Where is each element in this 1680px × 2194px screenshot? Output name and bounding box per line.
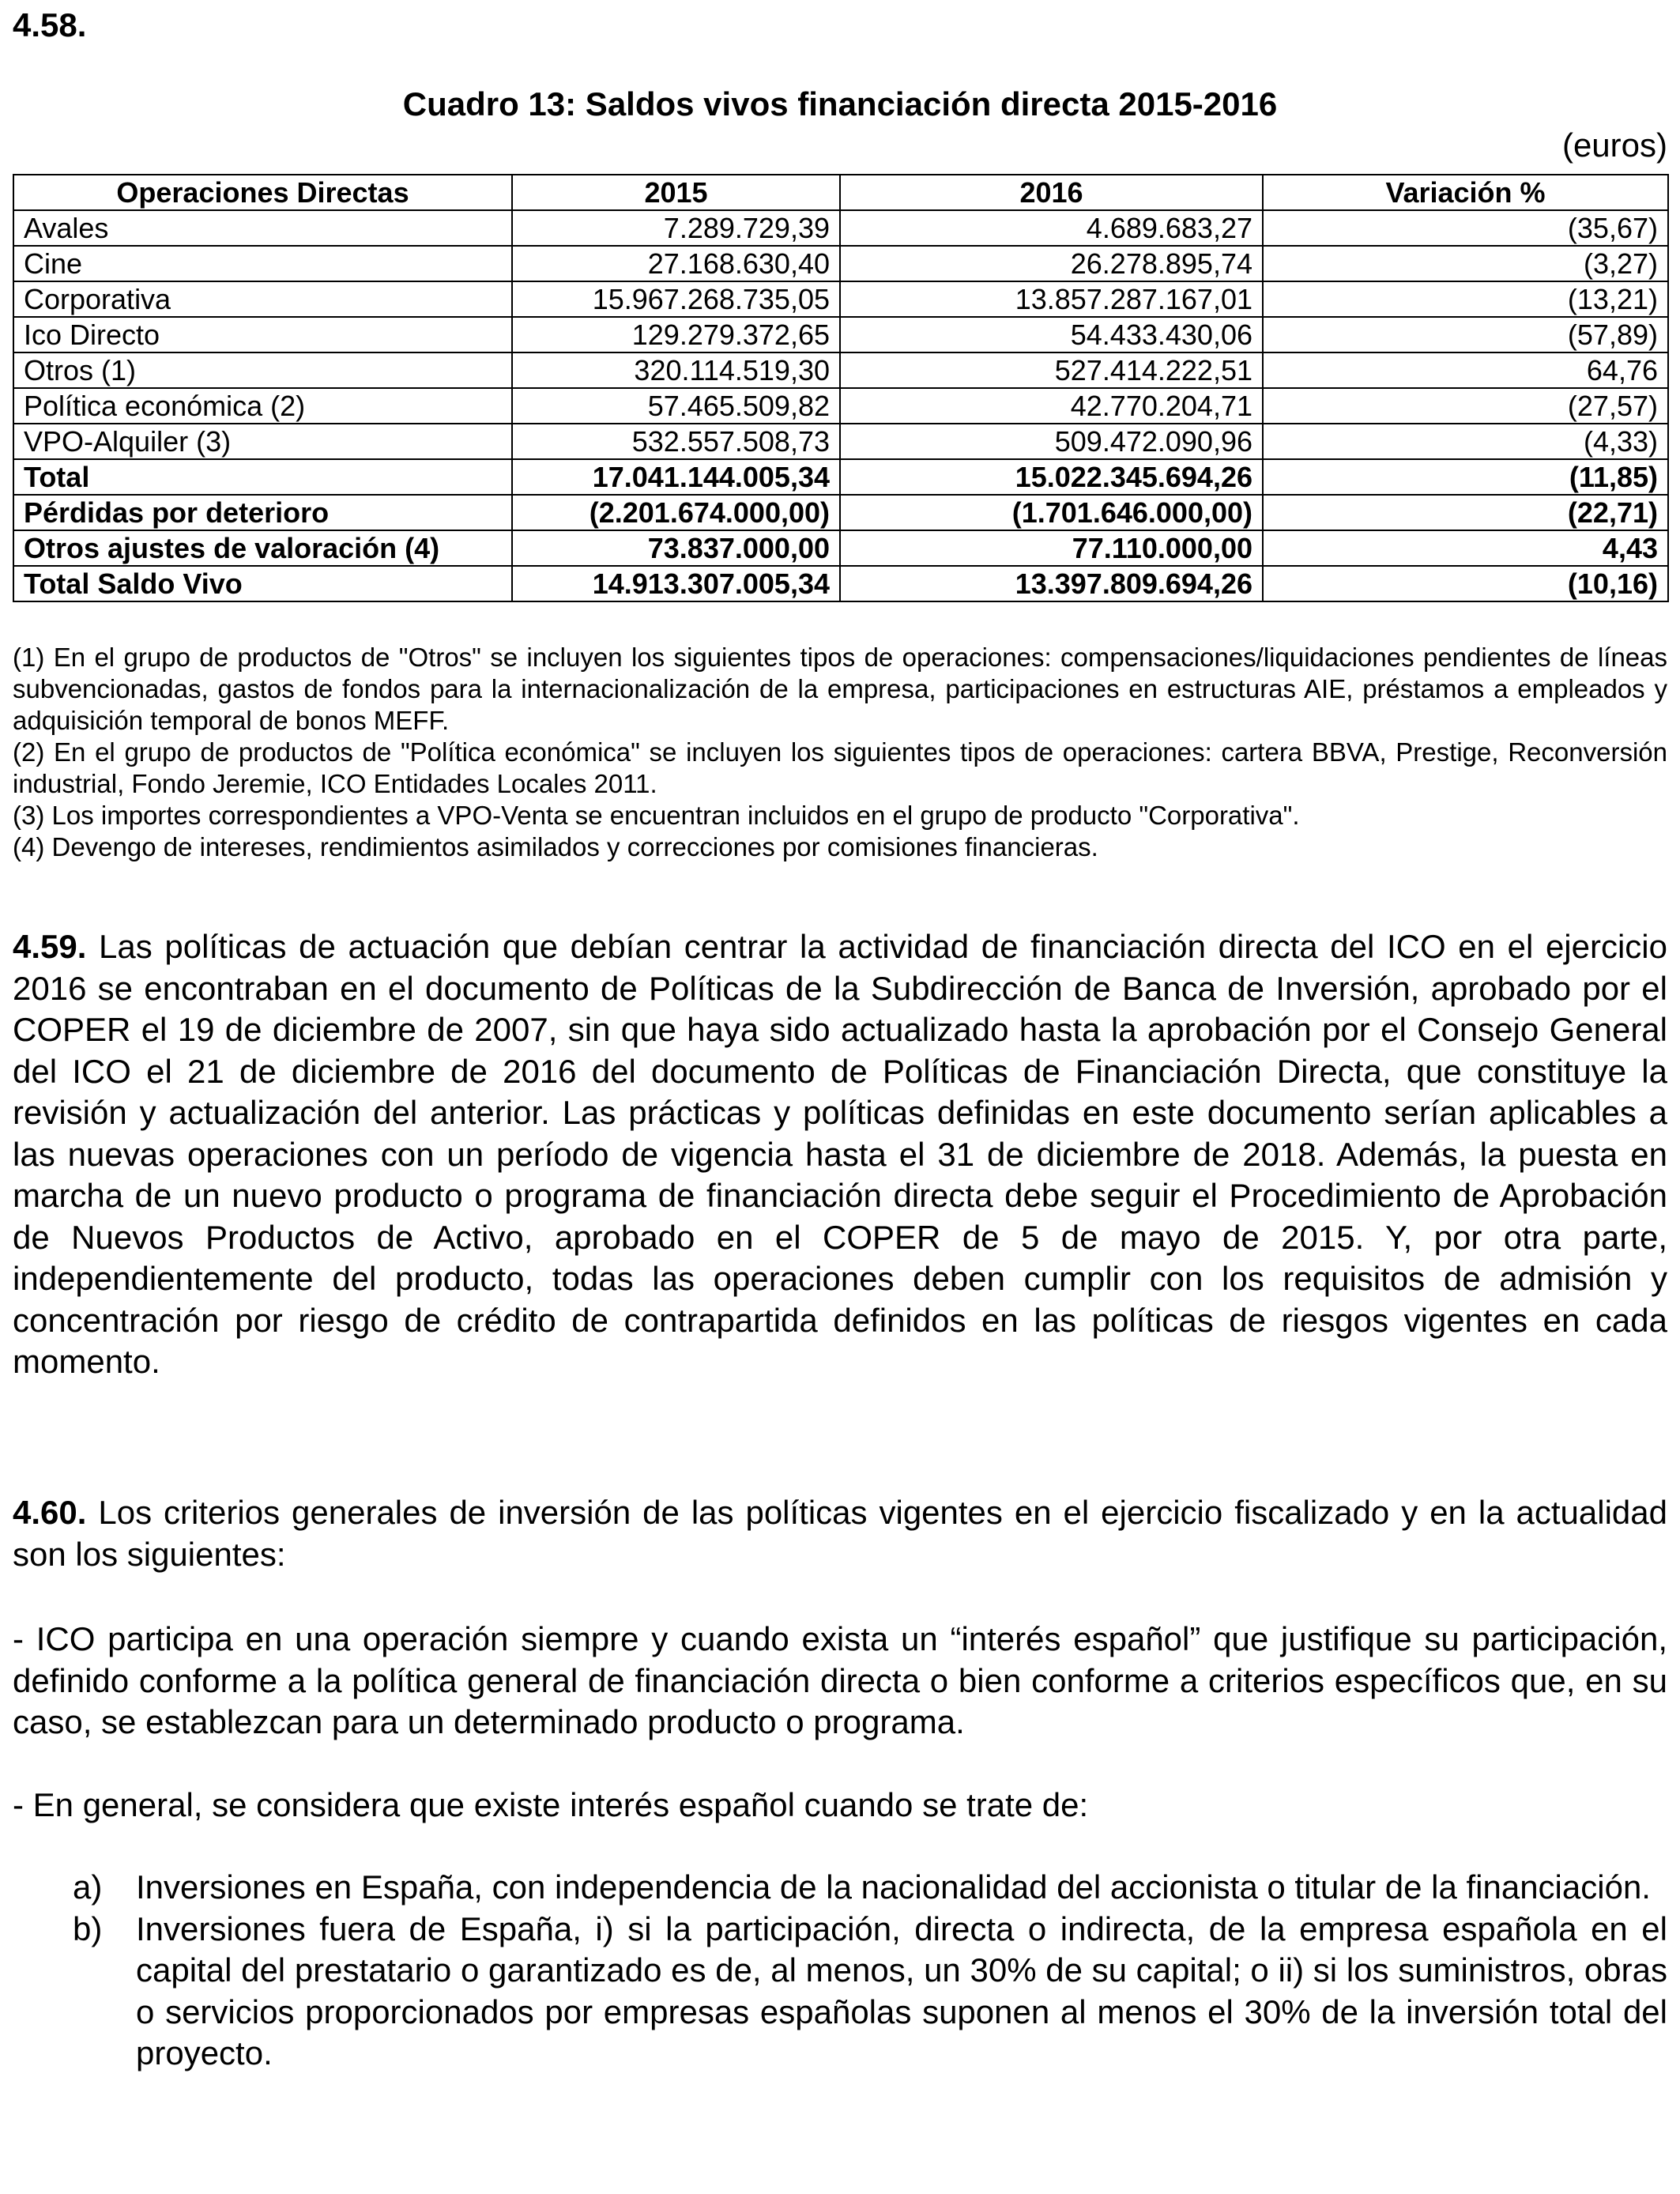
paragraph-text: - En general, se considera que existe interés español cuando se trate de: [13,1786,1089,1823]
list-item [13,1867,1667,1909]
cell-2016: 13.857.287.167,01 [840,281,1263,317]
table-row [13,317,1668,352]
table-row [13,281,1668,317]
cell-2016: 77.110.000,00 [840,530,1263,566]
cell-2015: 320.114.519,30 [512,352,840,388]
cell-2016: 26.278.895,74 [840,246,1263,281]
cell-2016: 15.022.345.694,26 [840,459,1263,495]
cell-variation: (3,27) [1263,246,1668,281]
header-variation: Variación % [1263,175,1668,210]
list-item-text: Inversiones en España, con independencia de la nacionalidad del accionista o titular de la financiación. [136,1868,1651,1906]
table-row [13,210,1668,246]
cell-2015: 532.557.508,73 [512,424,840,459]
cell-variation: (4,33) [1263,424,1668,459]
cell-2016: (1.701.646.000,00) [840,495,1263,530]
row-label: Política económica (2) [13,388,512,424]
cell-2016: 42.770.204,71 [840,388,1263,424]
row-label: Cine [13,246,512,281]
cell-2016: 527.414.222,51 [840,352,1263,388]
footnote: (3) Los importes correspondientes a VPO-Venta se encuentran incluidos en el grupo de producto "Corporativa". [13,801,1300,830]
list-marker: a) [73,1868,103,1906]
list-item-text: Inversiones fuera de España, i) si la participación, directa o indirecta, de la empresa española en el capital del prestatario o garantizado es de, al menos, un 30% de su capital; o ii) si los suministros, obras o servicios proporcionados por empresas españolas suponen al menos el 30% de la inversión total del proyecto. [136,1909,1667,2071]
cell-variation: (35,67) [1263,210,1668,246]
cell-variation: (57,89) [1263,317,1668,352]
paragraph-number: 4.60. [13,1494,87,1531]
table-row-total-balance [13,566,1668,601]
header-2015: 2015 [512,175,840,210]
cell-2015: 27.168.630,40 [512,246,840,281]
financing-table [13,174,1669,602]
paragraph-text: Las políticas de actuación que debían centrar la actividad de financiación directa del ICO en el ejercicio 2016 se encontraban en el documento de Políticas de la Subdirección de Banca de Inversión, aprobado por el COPER el 19 de diciembre de 2007, sin que haya sido actualizado hasta la aprobación por el Consejo General del ICO el 21 de diciembre de 2016 del documento de Políticas de Financiación Directa, que constituye la revisión y actualización del anterior. Las prácticas y políticas definidas en este documento serían aplicables a las nuevas operaciones con un período de vigencia hasta el 31 de diciembre de 2018. Además, la puesta en marcha de un nuevo producto o programa de financiación directa debe seguir el Procedimiento de Aprobación de Nuevos Productos de Activo, aprobado en el COPER de 5 de mayo de 2015. Y, por otra parte, independientemente del producto, todas las operaciones deben cumplir con los requisitos de admisión y concentración por riesgo de crédito de contrapartida definidos en las políticas de riesgos vigentes en cada momento. [13,928,1667,1380]
cell-2016: 54.433.430,06 [840,317,1263,352]
cell-variation: (10,16) [1263,566,1668,601]
row-label: Total Saldo Vivo [13,566,512,601]
row-label: Pérdidas por deterioro [13,495,512,530]
footnote: (2) En el grupo de productos de "Política económica" se incluyen los siguientes tipos de operaciones: cartera BBVA, Prestige, Reconversión industrial, Fondo Jeremie, ICO Entidades Locales 2011. [13,737,1667,798]
cell-variation: (13,21) [1263,281,1668,317]
row-label: Otros ajustes de valoración (4) [13,530,512,566]
cell-variation: 64,76 [1263,352,1668,388]
cell-variation: 4,43 [1263,530,1668,566]
table-title: Cuadro 13: Saldos vivos financiación directa 2015-2016 [402,85,1278,123]
table-footnotes [13,642,1667,863]
table-unit: (euros) [1561,126,1667,164]
list-item [13,1909,1667,2075]
row-label: Avales [13,210,512,246]
table-row [13,424,1668,459]
table-row [13,388,1668,424]
table-row-total [13,459,1668,495]
cell-2015: 57.465.509,82 [512,388,840,424]
cell-2015: 17.041.144.005,34 [512,459,840,495]
paragraph-number: 4.59. [13,928,87,965]
paragraph-4-59 [13,926,1667,1383]
table-row [13,352,1668,388]
cell-2016: 509.472.090,96 [840,424,1263,459]
cell-2015: 15.967.268.735,05 [512,281,840,317]
row-label: Corporativa [13,281,512,317]
cell-2015: 14.913.307.005,34 [512,566,840,601]
row-label: Ico Directo [13,317,512,352]
table-row [13,246,1668,281]
table-row-impairment [13,495,1668,530]
cell-variation: (11,85) [1263,459,1668,495]
row-label: Total [13,459,512,495]
paragraph-4-60 [13,1492,1667,1575]
cell-variation: (22,71) [1263,495,1668,530]
header-2016: 2016 [840,175,1263,210]
list-marker: b) [73,1909,103,1947]
cell-variation: (27,57) [1263,388,1668,424]
cell-2015: 7.289.729,39 [512,210,840,246]
paragraph-text: Los criterios generales de inversión de las políticas vigentes en el ejercicio fiscalizado y en la actualidad son los siguientes: [13,1494,1667,1573]
paragraph-text: - ICO participa en una operación siempre y cuando exista un “interés español” que justifique su participación, definido conforme a la política general de financiación directa o bien conforme a criterios específicos que, en su caso, se establezcan para un determinado producto o programa. [13,1620,1667,1740]
dash-paragraph [13,1619,1667,1744]
criteria-list [13,1867,1667,2075]
section-number: 4.58. [13,6,87,43]
table-header-row [13,175,1668,210]
footnote: (4) Devengo de intereses, rendimientos asimilados y correcciones por comisiones financieras. [13,832,1098,861]
cell-2015: (2.201.674.000,00) [512,495,840,530]
footnote: (1) En el grupo de productos de "Otros" se incluyen los siguientes tipos de operaciones: compensaciones/liquidaciones pendientes de líneas subvencionadas, gastos de fondos para la internacionalización de la empresa, participaciones en estructuras AIE, préstamos a empleados y adquisición temporal de bonos MEFF. [13,643,1667,735]
table-row-adjustments [13,530,1668,566]
header-operations: Operaciones Directas [13,175,512,210]
cell-2016: 13.397.809.694,26 [840,566,1263,601]
row-label: Otros (1) [13,352,512,388]
cell-2015: 129.279.372,65 [512,317,840,352]
row-label: VPO-Alquiler (3) [13,424,512,459]
cell-2016: 4.689.683,27 [840,210,1263,246]
cell-2015: 73.837.000,00 [512,530,840,566]
dash-paragraph [13,1785,1667,1826]
